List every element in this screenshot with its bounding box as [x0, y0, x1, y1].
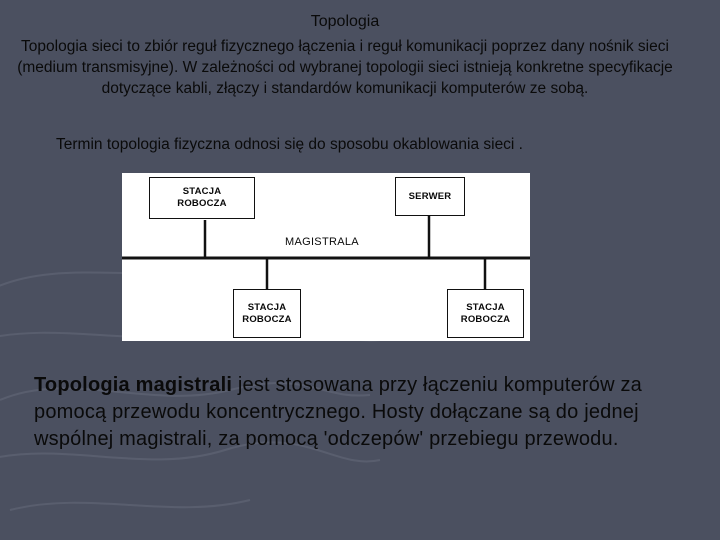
node-label: ROBOCZA — [242, 313, 292, 325]
bus-topology-diagram — [122, 173, 530, 341]
node-label: STACJA — [466, 301, 505, 313]
workstation-node — [149, 177, 255, 219]
term-paragraph: Termin topologia fizyczna odnosi się do sposobu okablowania sieci . — [56, 136, 523, 153]
body-rest: jest stosowana przy łączeniu komputerów za pomocą przewodu koncentrycznego. Hosty dołączane są do jednej wspólnej magistrali, za pomocą 'odczepów' przebiegu przewodu. — [34, 374, 642, 450]
slide-title: Topologia — [310, 13, 380, 30]
body-bold-term: Topologia magistrali — [34, 374, 233, 396]
bus-label: MAGISTRALA — [285, 236, 359, 248]
intro-paragraph: Topologia sieci to zbiór reguł fizycznego łączenia i reguł komunikacji poprzez dany nośnik sieci (medium transmisyjne). W zależności od wybranej topologii sieci istnieją konkretne specyfikacje dotyczące kabli, złączy i standardów komunikacji komputerów ze sobą. — [17, 38, 673, 97]
workstation-node — [233, 289, 301, 338]
node-label: ROBOCZA — [177, 198, 227, 209]
server-node — [395, 177, 465, 216]
node-label: STACJA — [182, 186, 222, 197]
node-label: STACJA — [247, 301, 287, 313]
node-label: SERWER — [408, 190, 452, 202]
body-paragraph — [34, 372, 694, 453]
node-label: ROBOCZA — [460, 313, 511, 325]
workstation-node — [447, 289, 524, 338]
